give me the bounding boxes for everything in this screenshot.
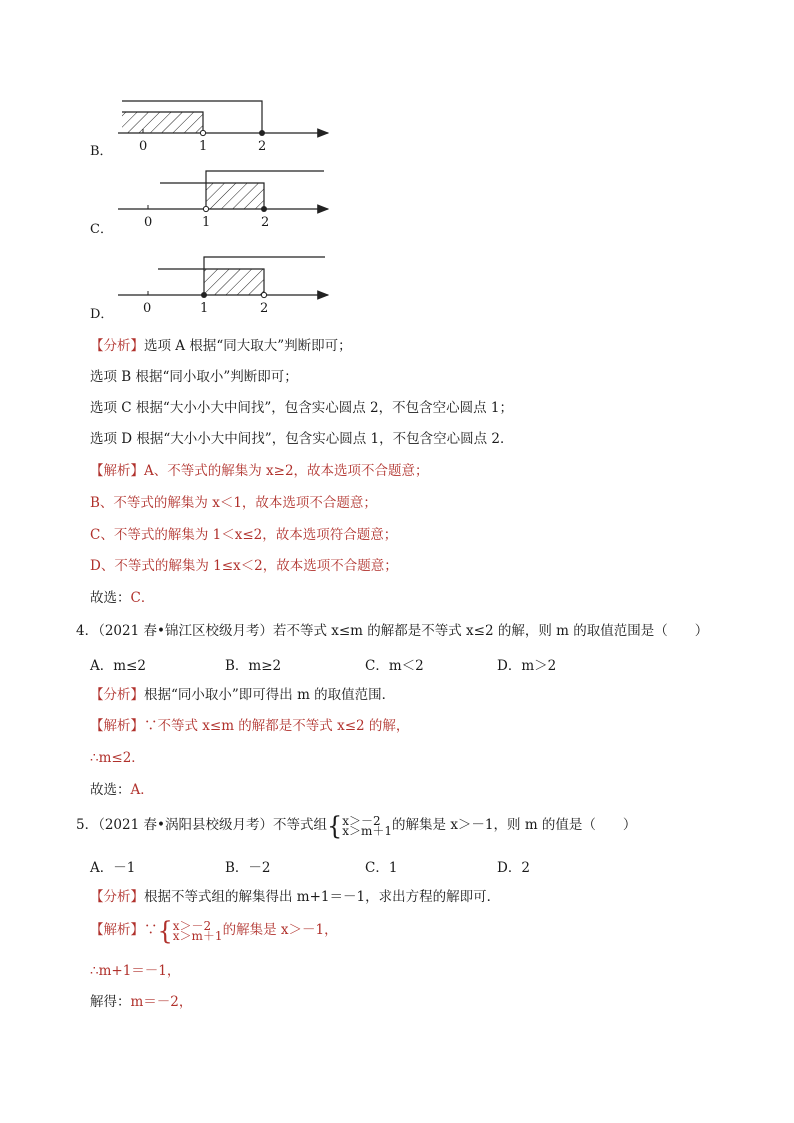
tick-label-2: 2 [258,139,267,154]
q3-solution-3: C、不等式的解集为 1＜x≤2，故本选项符合题意； [90,527,398,543]
tick-label-1: 1 [199,139,208,154]
tick-label-1: 1 [202,215,211,230]
q5-solution-3 [90,993,192,1011]
tick-label-0: 0 [144,215,153,230]
q3-solution-4: D、不等式的解集为 1≤x＜2，故本选项不合题意； [90,558,398,574]
tick-label-0: 0 [139,139,148,154]
q5-analysis: 根据不等式组的解集得出 m+1＝－1，求出方程的解即可． [144,889,501,905]
q4-solution-2: ∴m≤2． [90,750,145,766]
solution-value: m＝－2， [130,994,193,1010]
q5-stem-suffix: 的解集是 x＞－1，则 m 的值是（ ） [392,817,637,833]
q5-solution-suffix: 的解集是 x＞－1， [222,922,338,938]
q4-option-a[interactable]: A．m≤2 [90,658,146,674]
q5-solution-2: ∴m+1＝－1， [90,963,181,979]
q3-analysis-3: 选项 C 根据“大小小大中间找”，包含实心圆点 2，不包含空心圆点 1； [90,400,513,416]
tick-label-2: 2 [261,215,270,230]
q4-option-b[interactable]: B．m≥2 [225,658,282,674]
q5-solution-line-1 [90,915,338,946]
answer-prefix: 故选： [90,782,131,798]
system-top: x＞－2 [172,918,212,933]
system-bottom: x＞m＋1 [172,928,223,943]
q4-solution-1: ∵不等式 x≤m 的解都是不等式 x≤2 的解， [144,718,410,734]
inequality-system [342,813,393,838]
q5-analysis-line [90,888,500,906]
diagram-b [118,101,328,154]
system-top: x＞－2 [342,813,381,828]
q3-solution-2: B、不等式的解集为 x＜1，故本选项不合题意； [90,495,377,511]
option-b-label: B． [90,144,113,159]
q4-analysis-line [90,686,395,704]
q5-solution-prefix: ∵ [144,922,158,938]
solution-tag: 【解析】 [90,463,144,479]
q4-analysis: 根据“同小取小”即可得出 m 的取值范围． [144,687,396,703]
q5-option-d[interactable]: D．2 [497,860,530,876]
analysis-tag: 【分析】 [90,889,144,905]
q5-option-b[interactable]: B．－2 [225,860,271,876]
answer-value: C． [130,590,155,606]
analysis-tag: 【分析】 [90,687,144,703]
system-bottom: x＞m＋1 [342,823,393,838]
q3-solution-1: A、不等式的解集为 x≥2，故本选项不合题意； [144,463,429,479]
solution-tag: 【解析】 [90,922,144,938]
q4-stem: 4．（2021 春•锦江区校级月考）若不等式 x≤m 的解都是不等式 x≤2 的解，则 m 的取值范围是（ ） [76,623,709,639]
q5-option-c[interactable]: C．1 [365,860,398,876]
tick-label-0: 0 [143,301,152,316]
q3-analysis-2: 选项 B 根据“同小取小”判断即可； [90,369,298,385]
tick-label-2: 2 [260,301,269,316]
tick-label-1: 1 [200,301,209,316]
diagram-c [118,171,328,230]
q3-analysis-4: 选项 D 根据“大小小大中间找”，包含实心圆点 1，不包含空心圆点 2． [90,431,514,447]
answer-prefix: 故选： [90,590,131,606]
number-line-diagrams [0,0,794,330]
solution-prefix: 解得： [90,994,131,1010]
q4-option-d[interactable]: D．m＞2 [497,658,557,674]
inequality-system [172,918,223,943]
q5-stem [76,810,637,841]
diagram-d [118,257,328,316]
q4-answer [90,781,154,799]
solution-tag: 【解析】 [90,718,144,734]
q3-solution-line-1 [90,462,429,480]
q5-option-a[interactable]: A．－1 [90,860,136,876]
q3-analysis-1: 选项 A 根据“同大取大”判断即可； [144,338,352,354]
system-brace: { [157,915,173,946]
option-c-label: C． [90,222,113,237]
analysis-tag: 【分析】 [90,338,144,354]
q4-option-c[interactable]: C．m＜2 [365,658,424,674]
q4-solution-line-1 [90,717,409,735]
system-brace: { [326,810,343,841]
option-d-label: D． [90,307,114,322]
answer-value: A． [130,782,154,798]
q3-analysis-line-1 [90,337,352,355]
q3-answer [90,589,154,607]
q5-stem-prefix: 5．（2021 春•涡阳县校级月考）不等式组 [76,817,327,833]
